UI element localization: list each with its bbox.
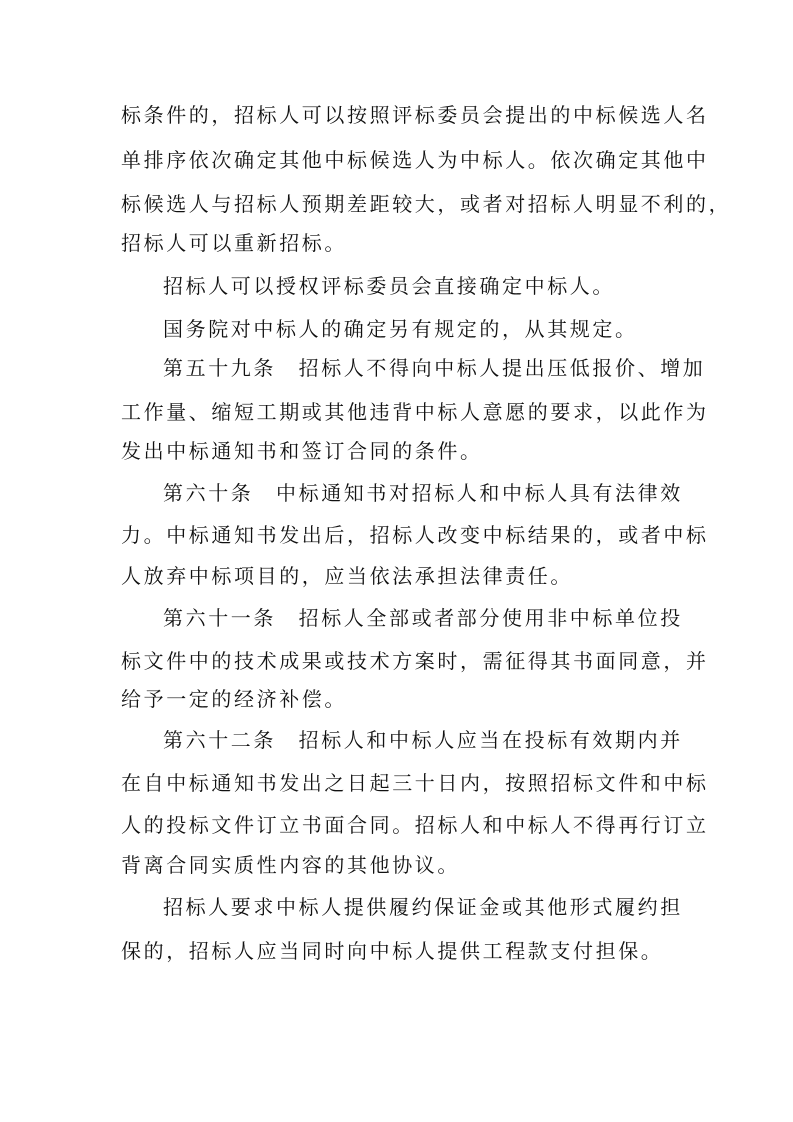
text-line: 工作量、缩短工期或其他违背中标人意愿的要求，以此作为 bbox=[121, 400, 709, 424]
text-line: 在自中标通知书发出之日起三十日内，按照招标文件和中标 bbox=[121, 771, 709, 795]
text-line: 人的投标文件订立书面合同。招标人和中标人不得再行订立 bbox=[121, 813, 709, 837]
text-line: 招标人要求中标人提供履约保证金或其他形式履约担 bbox=[163, 895, 683, 919]
text-line: 给予一定的经济补偿。 bbox=[121, 687, 347, 711]
article-60-heading: 第六十条 中标通知书对招标人和中标人具有法律效 bbox=[163, 481, 683, 505]
text-line: 标文件中的技术成果或技术方案时，需征得其书面同意，并 bbox=[121, 649, 709, 673]
text-line: 保的，招标人应当同时向中标人提供工程款支付担保。 bbox=[121, 939, 664, 963]
text-line: 单排序依次确定其他中标候选人为中标人。依次确定其他中 bbox=[121, 148, 709, 172]
text-line: 标条件的，招标人可以按照评标委员会提出的中标候选人名 bbox=[121, 103, 709, 127]
text-line: 力。中标通知书发出后，招标人改变中标结果的，或者中标 bbox=[121, 523, 709, 547]
text-line: 标候选人与招标人预期差距较大，或者对招标人明显不利的， bbox=[121, 192, 732, 216]
text-line: 背离合同实质性内容的其他协议。 bbox=[121, 853, 460, 877]
article-61-heading: 第六十一条 招标人全部或者部分使用非中标单位投 bbox=[163, 606, 683, 630]
text-line: 招标人可以授权评标委员会直接确定中标人。 bbox=[163, 274, 615, 298]
text-line: 人放弃中标项目的，应当依法承担法律责任。 bbox=[121, 564, 573, 588]
article-59-heading: 第五十九条 招标人不得向中标人提出压低报价、增加 bbox=[163, 356, 706, 380]
text-line: 发出中标通知书和签订合同的条件。 bbox=[121, 439, 483, 463]
text-line: 国务院对中标人的确定另有规定的，从其规定。 bbox=[163, 317, 638, 341]
text-line: 招标人可以重新招标。 bbox=[121, 231, 347, 255]
article-62-heading: 第六十二条 招标人和中标人应当在投标有效期内并 bbox=[163, 728, 683, 752]
